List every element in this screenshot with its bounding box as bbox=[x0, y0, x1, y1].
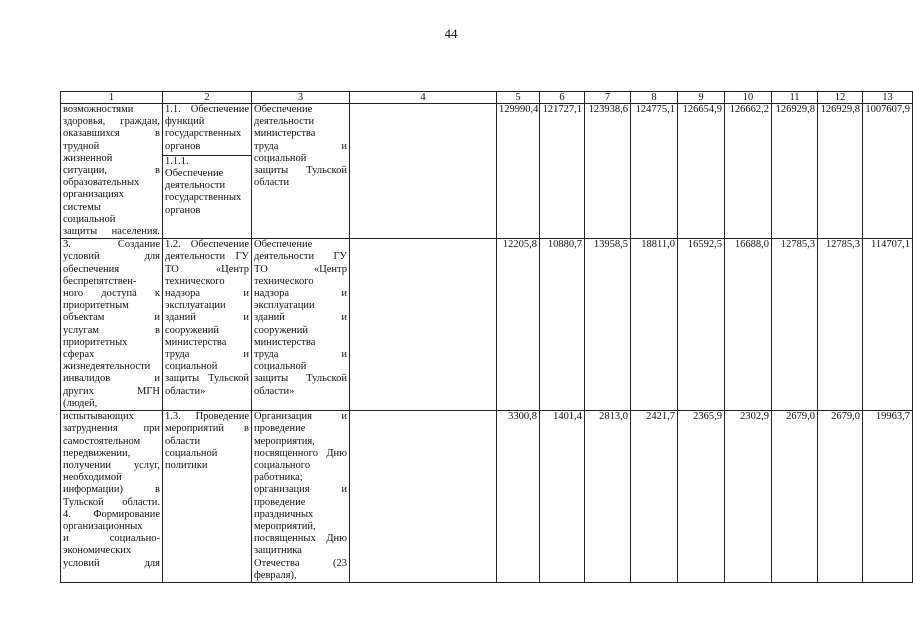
text-line: сооружений bbox=[165, 324, 220, 336]
column-header-2: 2 bbox=[163, 92, 252, 104]
text-line: услугам в bbox=[63, 324, 160, 336]
value-cell: 126654,9 bbox=[678, 104, 725, 239]
text-line: сооружений bbox=[254, 324, 309, 336]
value-cell: 18811,0 bbox=[631, 239, 678, 411]
value-cell: 2679,0 bbox=[818, 411, 863, 583]
text-line: технического bbox=[165, 275, 225, 287]
text-line: других МГН bbox=[63, 385, 160, 397]
value-cell: 3300,8 bbox=[497, 411, 540, 583]
text-line: Организация и bbox=[254, 411, 347, 423]
value-cell: 126929,8 bbox=[818, 104, 863, 239]
text-line: органов bbox=[165, 204, 201, 216]
text-line: самостоятельном bbox=[63, 435, 141, 447]
text-line: Обеспечение bbox=[254, 104, 313, 115]
text-line: трудной bbox=[63, 140, 100, 152]
text-line: инвалидов и bbox=[63, 373, 160, 385]
text-line: социальной bbox=[165, 361, 218, 373]
text-line: труда и bbox=[165, 349, 249, 361]
total-cell: 19963,7 bbox=[863, 411, 913, 583]
value-cell: 2365,9 bbox=[678, 411, 725, 583]
text-line: сферах bbox=[63, 349, 95, 361]
text-line: ТО «Центр bbox=[165, 263, 249, 275]
column-header-5: 5 bbox=[497, 92, 540, 104]
text-line: социальной bbox=[165, 447, 218, 459]
text-line: социальной bbox=[254, 152, 307, 164]
table-row bbox=[61, 411, 913, 583]
column-header-7: 7 bbox=[585, 92, 631, 104]
text-line: зданий и bbox=[254, 312, 347, 324]
goal-cell bbox=[61, 239, 163, 411]
column-header-4: 4 bbox=[350, 92, 497, 104]
text-line: области» bbox=[165, 385, 206, 397]
text-line: политики bbox=[165, 460, 208, 472]
text-line: жизненной bbox=[63, 152, 113, 164]
text-line: 4. Формирование bbox=[63, 508, 160, 520]
text-line: министерства bbox=[165, 336, 227, 348]
value-cell: 2302,9 bbox=[725, 411, 772, 583]
event-cell bbox=[163, 239, 252, 411]
column-header-3: 3 bbox=[252, 92, 350, 104]
text-line: приоритетным bbox=[63, 300, 129, 312]
text-line: приоритетных bbox=[63, 336, 128, 348]
column-header-1: 1 bbox=[61, 92, 163, 104]
text-line: защиты Тульской bbox=[254, 373, 347, 385]
text-line: мероприятий, bbox=[254, 521, 316, 533]
text-line: социальной bbox=[254, 361, 307, 373]
text-line: защиты Тульской bbox=[165, 373, 249, 385]
value-cell: 126929,8 bbox=[772, 104, 818, 239]
text-line: информации) в bbox=[63, 484, 160, 496]
text-line: затруднения при bbox=[63, 423, 160, 435]
text-line: мероприятий в bbox=[165, 423, 249, 435]
event-cell bbox=[163, 411, 252, 583]
text-line: организация и bbox=[254, 484, 347, 496]
goal-cell bbox=[61, 411, 163, 583]
column-header-11: 11 bbox=[772, 92, 818, 104]
text-line: 1.1.1. bbox=[165, 155, 189, 167]
text-line: ситуации, в bbox=[63, 165, 160, 177]
text-line: организационных bbox=[63, 521, 143, 533]
text-line: министерства bbox=[254, 128, 316, 140]
activity-cell bbox=[252, 104, 350, 239]
value-cell: 12205,8 bbox=[497, 239, 540, 411]
text-line: Обеспечение bbox=[254, 239, 313, 251]
text-line: испытывающих bbox=[63, 411, 134, 423]
column-header-12: 12 bbox=[818, 92, 863, 104]
text-line: государственных bbox=[165, 128, 242, 140]
text-line: деятельности ГУ bbox=[254, 251, 347, 263]
activity-cell bbox=[252, 411, 350, 583]
text-line: области» bbox=[254, 385, 295, 397]
value-cell: 12785,3 bbox=[772, 239, 818, 411]
value-cell: 16688,0 bbox=[725, 239, 772, 411]
text-line: труда и bbox=[254, 349, 347, 361]
budget-table bbox=[60, 91, 913, 583]
value-cell: 1401,4 bbox=[540, 411, 585, 583]
text-line: Тульской области. bbox=[63, 496, 160, 508]
text-line: экономических bbox=[63, 545, 132, 557]
text-line: деятельности bbox=[254, 116, 315, 128]
text-line: государственных bbox=[165, 192, 242, 204]
text-line: 1.3. Проведение bbox=[165, 411, 249, 423]
text-line: социальной bbox=[63, 213, 116, 225]
column-header-6: 6 bbox=[540, 92, 585, 104]
value-cell: 2813,0 bbox=[585, 411, 631, 583]
total-cell: 114707,1 bbox=[863, 239, 913, 411]
text-line: условий для bbox=[63, 251, 160, 263]
text-line: объектам и bbox=[63, 312, 160, 324]
text-line: ТО «Центр bbox=[254, 263, 347, 275]
text-line: передвижении, bbox=[63, 447, 131, 459]
text-line: оказавшихся в bbox=[63, 128, 160, 140]
text-line: посвященного Дню bbox=[254, 447, 347, 459]
text-line: проведение bbox=[254, 496, 306, 508]
text-line: посвященных Дню bbox=[254, 533, 347, 545]
text-line: 3. Создание bbox=[63, 239, 160, 251]
value-cell: 13958,5 bbox=[585, 239, 631, 411]
text-line: защиты населения. bbox=[63, 226, 160, 238]
value-cell: 2421,7 bbox=[631, 411, 678, 583]
text-line: деятельности bbox=[165, 180, 226, 192]
text-line: 1.1. Обеспечение bbox=[165, 104, 249, 115]
table-row bbox=[61, 104, 913, 239]
header-row bbox=[61, 92, 913, 104]
text-line: получении услуг, bbox=[63, 460, 160, 472]
text-line: проведение bbox=[254, 423, 306, 435]
value-cell: 123938,6 bbox=[585, 104, 631, 239]
text-line: зданий и bbox=[165, 312, 249, 324]
text-line: февраля), bbox=[254, 569, 297, 581]
text-line: области bbox=[165, 435, 201, 447]
text-line: органов bbox=[165, 140, 201, 152]
text-line: и социально- bbox=[63, 533, 160, 545]
text-line: 1.2. Обеспечение bbox=[165, 239, 249, 251]
text-line: (людей, bbox=[63, 397, 98, 409]
text-line: социального bbox=[254, 460, 311, 472]
text-line: области bbox=[254, 177, 290, 189]
text-line: надзора и bbox=[254, 288, 347, 300]
column-header-13: 13 bbox=[863, 92, 913, 104]
text-line: технического bbox=[254, 275, 314, 287]
page-number: 44 bbox=[444, 26, 458, 41]
value-cell: 126662,2 bbox=[725, 104, 772, 239]
text-line: здоровья, граждан, bbox=[63, 116, 160, 128]
activity-cell bbox=[252, 239, 350, 411]
value-cell: 12785,3 bbox=[818, 239, 863, 411]
value-cell: 2679,0 bbox=[772, 411, 818, 583]
text-line: обеспечения bbox=[63, 263, 120, 275]
text-line: беспрепятствен- bbox=[63, 275, 137, 287]
value-cell: 124775,1 bbox=[631, 104, 678, 239]
table-row bbox=[61, 239, 913, 411]
value-cell: 121727,1 bbox=[540, 104, 585, 239]
text-line: ного доступа к bbox=[63, 288, 160, 300]
total-cell: 1007607,9 bbox=[863, 104, 913, 239]
text-line: праздничных bbox=[254, 508, 314, 520]
text-line: мероприятия, bbox=[254, 435, 315, 447]
text-line: работника; bbox=[254, 472, 303, 484]
col4-cell bbox=[350, 239, 497, 411]
text-line: системы bbox=[63, 201, 101, 213]
text-line: функций bbox=[165, 116, 205, 128]
column-header-9: 9 bbox=[678, 92, 725, 104]
event-cell bbox=[163, 104, 252, 239]
text-line: Отечества (23 bbox=[254, 557, 347, 569]
goal-cell bbox=[61, 104, 163, 239]
text-line: министерства bbox=[254, 336, 316, 348]
text-line: Обеспечение bbox=[165, 168, 224, 180]
col4-cell bbox=[350, 411, 497, 583]
text-line: защиты Тульской bbox=[254, 165, 347, 177]
text-line: труда и bbox=[254, 140, 347, 152]
text-line: жизнедеятельности bbox=[63, 361, 151, 373]
col4-cell bbox=[350, 104, 497, 239]
value-cell: 129990,4 bbox=[497, 104, 540, 239]
text-line: возможностями bbox=[63, 104, 134, 115]
text-line: эксплуатации bbox=[165, 300, 226, 312]
text-line: условий для bbox=[63, 557, 160, 569]
text-line: надзора и bbox=[165, 288, 249, 300]
column-header-8: 8 bbox=[631, 92, 678, 104]
text-line: эксплуатации bbox=[254, 300, 315, 312]
text-line: необходимой bbox=[63, 472, 122, 484]
value-cell: 10880,7 bbox=[540, 239, 585, 411]
text-line: организациях bbox=[63, 189, 124, 201]
column-header-10: 10 bbox=[725, 92, 772, 104]
value-cell: 16592,5 bbox=[678, 239, 725, 411]
text-line: защитника bbox=[254, 545, 302, 557]
text-line: деятельности ГУ bbox=[165, 251, 249, 263]
text-line: образовательных bbox=[63, 177, 140, 189]
